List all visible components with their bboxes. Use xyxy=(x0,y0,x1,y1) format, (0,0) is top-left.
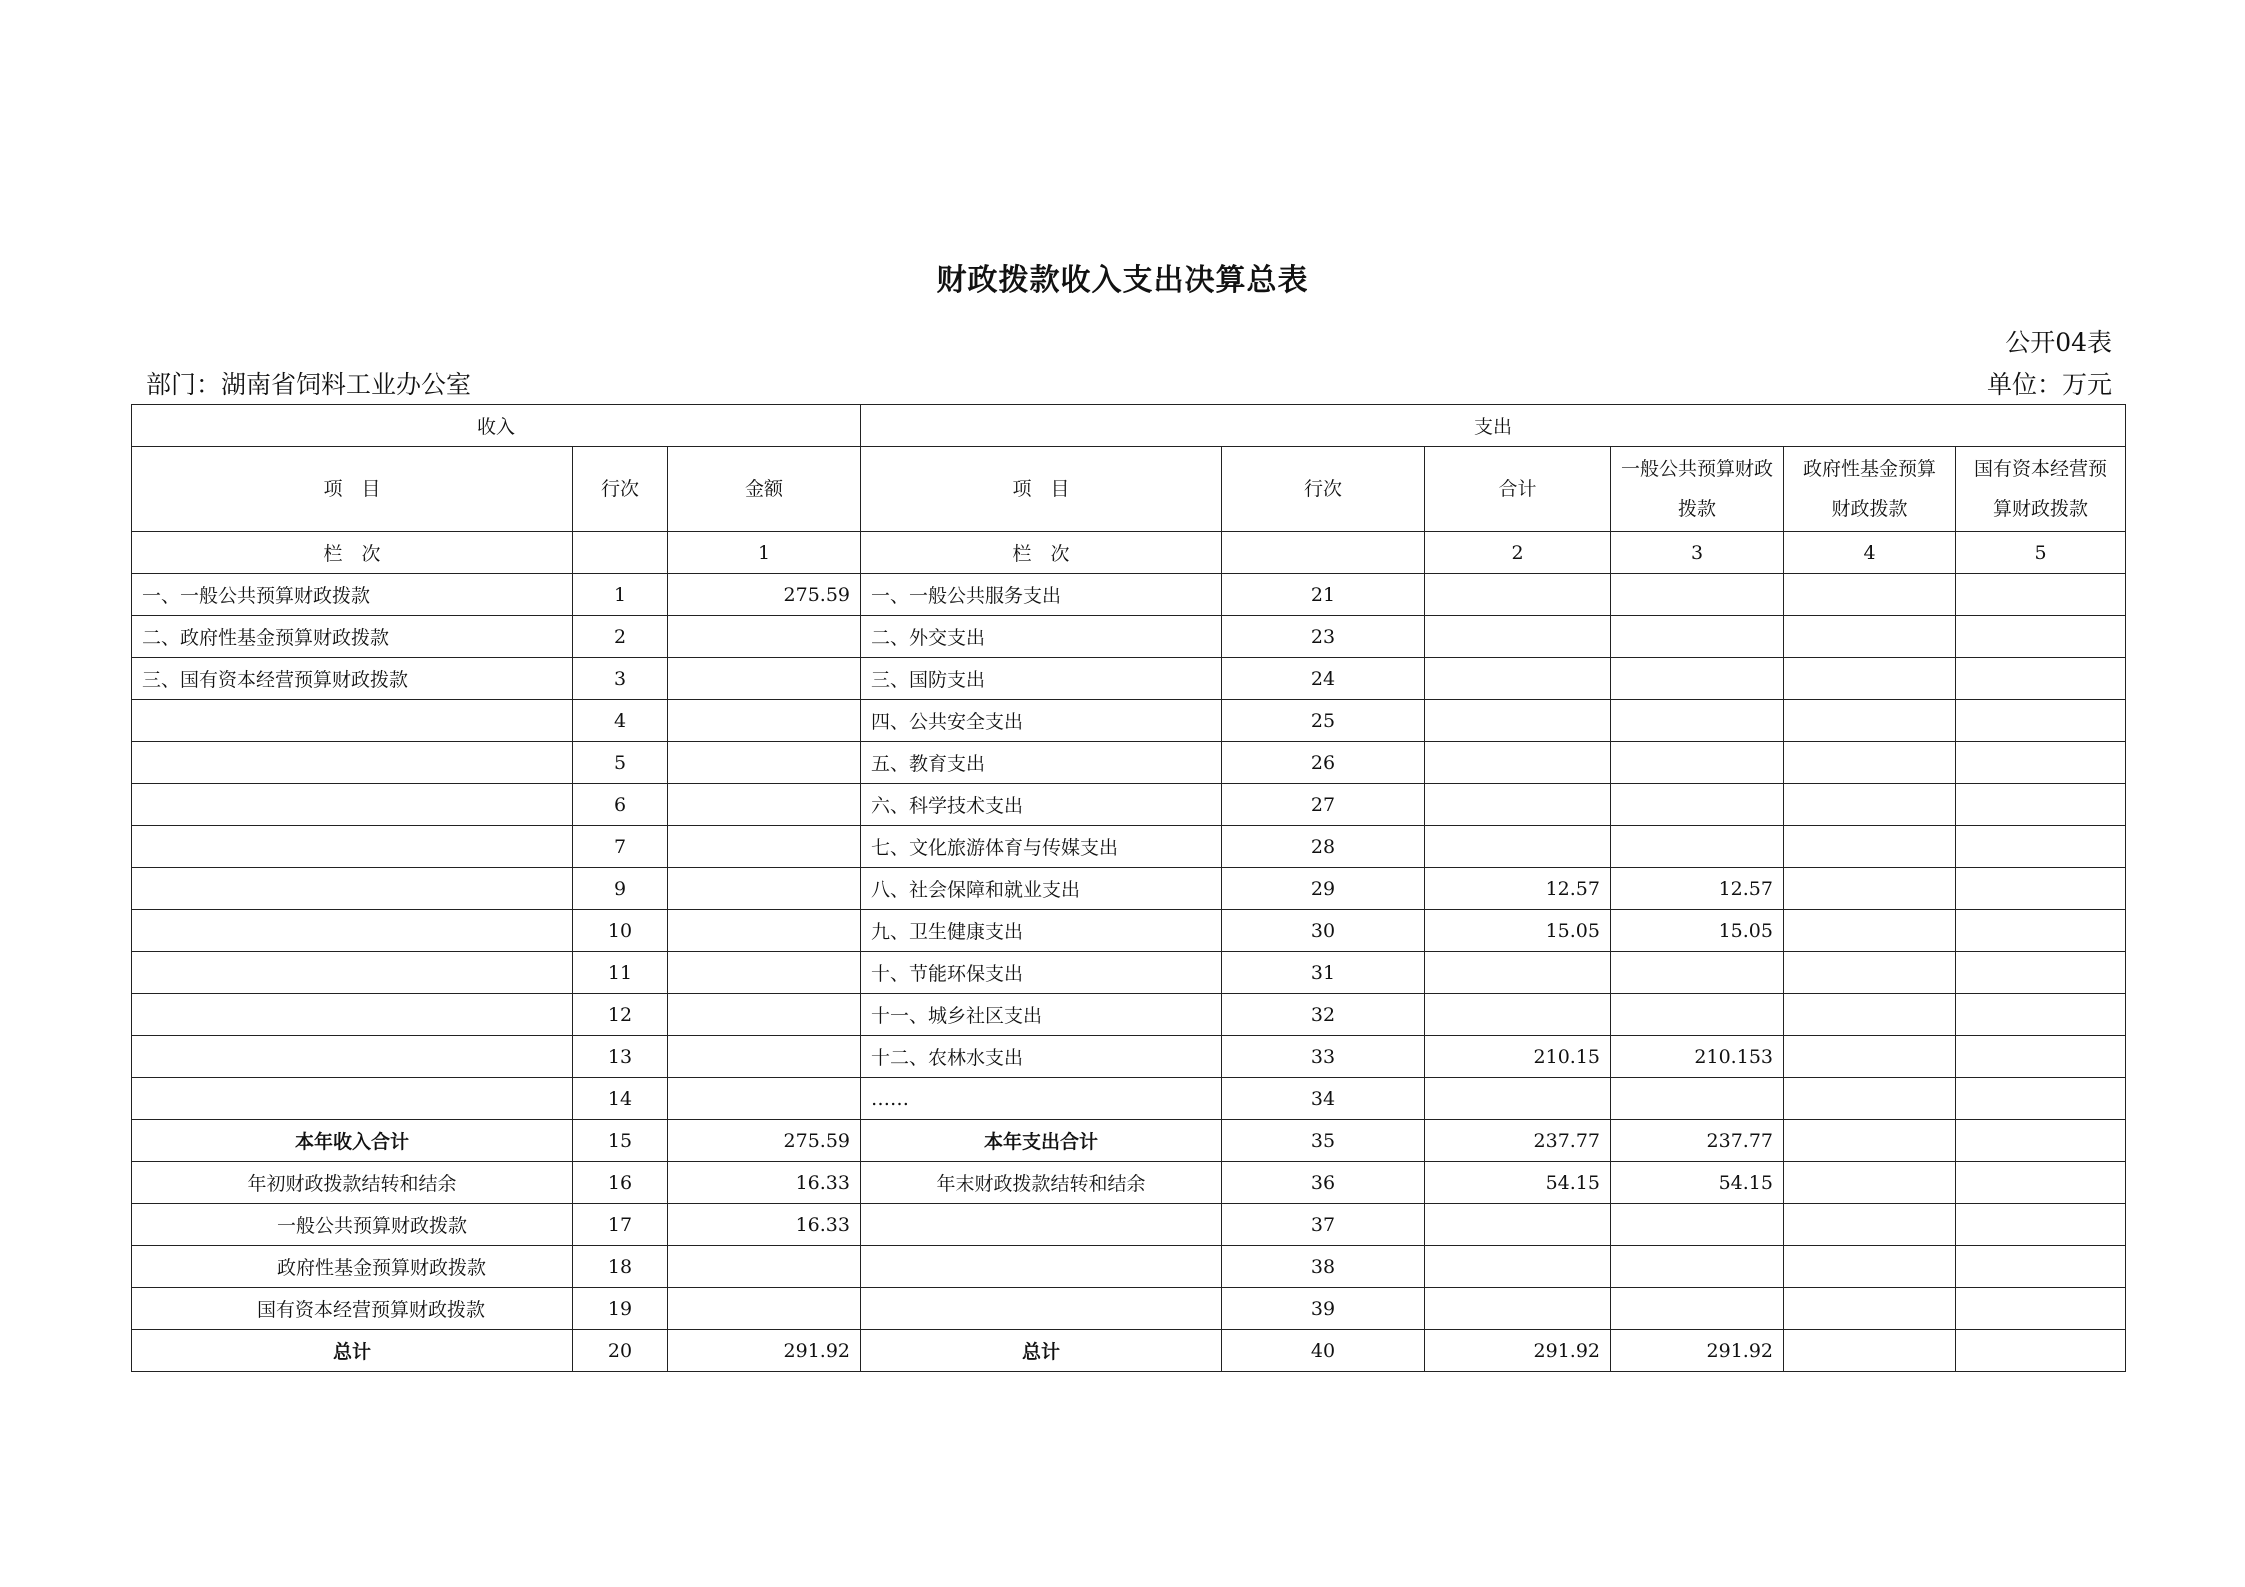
expense-general-budget-cell xyxy=(1611,700,1784,742)
expense-state-capital-cell xyxy=(1956,700,2126,742)
income-amount-cell xyxy=(668,994,861,1036)
expense-general-budget-cell: 54.15 xyxy=(1611,1162,1784,1204)
expense-total-cell: 291.92 xyxy=(1425,1330,1611,1372)
expense-general-budget-cell xyxy=(1611,952,1784,994)
column-number-4: 4 xyxy=(1784,532,1956,574)
expense-gov-fund-cell xyxy=(1784,994,1956,1036)
expense-item-cell: 十二、农林水支出 xyxy=(861,1036,1222,1078)
expense-item-cell: 十、节能环保支出 xyxy=(861,952,1222,994)
expense-line-no-cell: 38 xyxy=(1222,1246,1425,1288)
table-row xyxy=(132,1330,2126,1372)
expense-general-budget-cell xyxy=(1611,994,1784,1036)
expense-general-budget-cell: 210.153 xyxy=(1611,1036,1784,1078)
expense-state-capital-cell xyxy=(1956,574,2126,616)
expense-general-budget-cell: 15.05 xyxy=(1611,910,1784,952)
expense-gov-fund-cell xyxy=(1784,1246,1956,1288)
expense-gov-fund-cell xyxy=(1784,742,1956,784)
income-amount-cell xyxy=(668,952,861,994)
expense-item-cell: 七、文化旅游体育与传媒支出 xyxy=(861,826,1222,868)
income-line-no-cell: 9 xyxy=(573,868,668,910)
expense-line-no-cell: 24 xyxy=(1222,658,1425,700)
expense-gov-fund-cell xyxy=(1784,910,1956,952)
expense-line-no-cell: 23 xyxy=(1222,616,1425,658)
income-amount-cell xyxy=(668,742,861,784)
income-amount-cell xyxy=(668,1246,861,1288)
column-number-3: 3 xyxy=(1611,532,1784,574)
expense-line-no-cell: 33 xyxy=(1222,1036,1425,1078)
expense-item-cell xyxy=(861,1204,1222,1246)
table-row xyxy=(132,994,2126,1036)
header-row-columns xyxy=(132,447,2126,532)
column-number-1: 1 xyxy=(668,532,861,574)
expense-total-cell xyxy=(1425,574,1611,616)
expense-general-budget-cell xyxy=(1611,1078,1784,1120)
expense-total-cell xyxy=(1425,784,1611,826)
expense-item-cell: 三、国防支出 xyxy=(861,658,1222,700)
table-row xyxy=(132,1120,2126,1162)
income-item-cell: 一、一般公共预算财政拨款 xyxy=(132,574,573,616)
header-income-amount: 金额 xyxy=(668,447,861,532)
expense-state-capital-cell xyxy=(1956,1246,2126,1288)
expense-line-no-cell: 40 xyxy=(1222,1330,1425,1372)
expense-total-cell xyxy=(1425,742,1611,784)
expense-gov-fund-cell xyxy=(1784,700,1956,742)
expense-state-capital-cell xyxy=(1956,994,2126,1036)
income-line-no-cell: 14 xyxy=(573,1078,668,1120)
expense-item-cell: 九、卫生健康支出 xyxy=(861,910,1222,952)
expense-total-cell: 54.15 xyxy=(1425,1162,1611,1204)
income-item-cell: 二、政府性基金预算财政拨款 xyxy=(132,616,573,658)
expense-total-cell: 12.57 xyxy=(1425,868,1611,910)
expense-state-capital-cell xyxy=(1956,868,2126,910)
expense-gov-fund-cell xyxy=(1784,868,1956,910)
table-row xyxy=(132,574,2126,616)
expense-gov-fund-cell xyxy=(1784,1204,1956,1246)
expense-line-no-cell: 31 xyxy=(1222,952,1425,994)
expense-item-cell: 八、社会保障和就业支出 xyxy=(861,868,1222,910)
income-line-no-cell: 13 xyxy=(573,1036,668,1078)
expense-gov-fund-cell xyxy=(1784,1288,1956,1330)
income-amount-cell: 275.59 xyxy=(668,1120,861,1162)
income-amount-cell xyxy=(668,1078,861,1120)
expense-general-budget-cell: 12.57 xyxy=(1611,868,1784,910)
header-income: 收入 xyxy=(132,405,861,447)
income-item-cell: 总计 xyxy=(132,1330,573,1372)
income-amount-cell xyxy=(668,1036,861,1078)
income-item-cell xyxy=(132,868,573,910)
expense-total-cell xyxy=(1425,994,1611,1036)
header-expense: 支出 xyxy=(861,405,2126,447)
income-line-no-cell: 10 xyxy=(573,910,668,952)
expense-total-cell xyxy=(1425,1246,1611,1288)
expense-total-cell xyxy=(1425,700,1611,742)
expense-total-cell: 15.05 xyxy=(1425,910,1611,952)
expense-total-cell xyxy=(1425,1078,1611,1120)
income-item-cell: 本年收入合计 xyxy=(132,1120,573,1162)
income-item-cell xyxy=(132,952,573,994)
income-line-no-cell: 5 xyxy=(573,742,668,784)
income-amount-cell xyxy=(668,1288,861,1330)
income-line-no-cell: 1 xyxy=(573,574,668,616)
expense-general-budget-cell xyxy=(1611,1246,1784,1288)
expense-gov-fund-cell xyxy=(1784,1162,1956,1204)
income-item-cell xyxy=(132,1036,573,1078)
table-row xyxy=(132,616,2126,658)
expense-gov-fund-cell xyxy=(1784,574,1956,616)
expense-total-cell xyxy=(1425,1288,1611,1330)
expense-state-capital-cell xyxy=(1956,1330,2126,1372)
table-row xyxy=(132,868,2126,910)
expense-item-cell: 年末财政拨款结转和结余 xyxy=(861,1162,1222,1204)
budget-summary-table xyxy=(131,404,2126,1372)
expense-state-capital-cell xyxy=(1956,1120,2126,1162)
header-expense-item: 项 目 xyxy=(861,447,1222,532)
expense-line-no-cell: 21 xyxy=(1222,574,1425,616)
expense-item-cell: 六、科学技术支出 xyxy=(861,784,1222,826)
expense-gov-fund-cell xyxy=(1784,1036,1956,1078)
income-item-cell: 一般公共预算财政拨款 xyxy=(132,1204,573,1246)
expense-general-budget-cell xyxy=(1611,658,1784,700)
expense-general-budget-cell: 291.92 xyxy=(1611,1330,1784,1372)
income-line-no-cell: 16 xyxy=(573,1162,668,1204)
income-amount-cell xyxy=(668,826,861,868)
expense-general-budget-cell xyxy=(1611,826,1784,868)
expense-general-budget-cell xyxy=(1611,1288,1784,1330)
expense-gov-fund-cell xyxy=(1784,616,1956,658)
table-row xyxy=(132,1078,2126,1120)
column-number-5: 5 xyxy=(1956,532,2126,574)
income-amount-cell xyxy=(668,868,861,910)
expense-gov-fund-cell xyxy=(1784,784,1956,826)
income-amount-cell xyxy=(668,700,861,742)
expense-general-budget-cell xyxy=(1611,1204,1784,1246)
expense-gov-fund-cell xyxy=(1784,1120,1956,1162)
expense-state-capital-cell xyxy=(1956,910,2126,952)
income-amount-cell: 291.92 xyxy=(668,1330,861,1372)
expense-state-capital-cell xyxy=(1956,1078,2126,1120)
expense-state-capital-cell xyxy=(1956,1162,2126,1204)
expense-state-capital-cell xyxy=(1956,616,2126,658)
income-amount-cell xyxy=(668,616,861,658)
income-amount-cell: 16.33 xyxy=(668,1204,861,1246)
expense-item-cell: 本年支出合计 xyxy=(861,1120,1222,1162)
income-item-cell xyxy=(132,826,573,868)
expense-state-capital-cell xyxy=(1956,952,2126,994)
expense-gov-fund-cell xyxy=(1784,952,1956,994)
expense-state-capital-cell xyxy=(1956,1036,2126,1078)
expense-item-cell: 总计 xyxy=(861,1330,1222,1372)
income-amount-cell: 275.59 xyxy=(668,574,861,616)
column-number-row xyxy=(132,532,2126,574)
table-row xyxy=(132,1204,2126,1246)
expense-state-capital-cell xyxy=(1956,742,2126,784)
department-label: 部门：湖南省饲料工业办公室 xyxy=(146,370,472,399)
expense-line-no-cell: 29 xyxy=(1222,868,1425,910)
income-line-no-cell: 6 xyxy=(573,784,668,826)
column-row-blank xyxy=(1222,532,1425,574)
expense-general-budget-cell xyxy=(1611,742,1784,784)
expense-item-cell xyxy=(861,1288,1222,1330)
expense-general-budget-cell xyxy=(1611,616,1784,658)
expense-total-cell: 237.77 xyxy=(1425,1120,1611,1162)
expense-gov-fund-cell xyxy=(1784,1078,1956,1120)
table-row xyxy=(132,700,2126,742)
table-row xyxy=(132,910,2126,952)
expense-state-capital-cell xyxy=(1956,1204,2126,1246)
income-line-no-cell: 11 xyxy=(573,952,668,994)
expense-item-cell: …… xyxy=(861,1078,1222,1120)
income-item-cell xyxy=(132,742,573,784)
expense-general-budget-cell xyxy=(1611,784,1784,826)
table-row xyxy=(132,1162,2126,1204)
header-row-groups xyxy=(132,405,2126,447)
expense-line-no-cell: 36 xyxy=(1222,1162,1425,1204)
table-row xyxy=(132,784,2126,826)
expense-line-no-cell: 26 xyxy=(1222,742,1425,784)
income-item-cell: 年初财政拨款结转和结余 xyxy=(132,1162,573,1204)
column-number-2: 2 xyxy=(1425,532,1611,574)
expense-line-no-cell: 39 xyxy=(1222,1288,1425,1330)
expense-item-cell: 一、一般公共服务支出 xyxy=(861,574,1222,616)
column-row-label-expense: 栏 次 xyxy=(861,532,1222,574)
table-row xyxy=(132,1246,2126,1288)
expense-item-cell xyxy=(861,1246,1222,1288)
income-line-no-cell: 17 xyxy=(573,1204,668,1246)
expense-total-cell: 210.15 xyxy=(1425,1036,1611,1078)
expense-general-budget-cell xyxy=(1611,574,1784,616)
header-income-line-no: 行次 xyxy=(573,447,668,532)
income-amount-cell xyxy=(668,658,861,700)
expense-state-capital-cell xyxy=(1956,826,2126,868)
header-expense-line-no: 行次 xyxy=(1222,447,1425,532)
income-line-no-cell: 15 xyxy=(573,1120,668,1162)
expense-line-no-cell: 34 xyxy=(1222,1078,1425,1120)
table-row xyxy=(132,826,2126,868)
income-amount-cell xyxy=(668,784,861,826)
header-general-budget: 一般公共预算财政拨款 xyxy=(1611,447,1784,532)
column-row-blank xyxy=(573,532,668,574)
income-item-cell xyxy=(132,784,573,826)
expense-general-budget-cell: 237.77 xyxy=(1611,1120,1784,1162)
income-line-no-cell: 20 xyxy=(573,1330,668,1372)
expense-line-no-cell: 32 xyxy=(1222,994,1425,1036)
income-item-cell: 三、国有资本经营预算财政拨款 xyxy=(132,658,573,700)
income-line-no-cell: 2 xyxy=(573,616,668,658)
expense-total-cell xyxy=(1425,616,1611,658)
income-line-no-cell: 12 xyxy=(573,994,668,1036)
expense-gov-fund-cell xyxy=(1784,1330,1956,1372)
expense-line-no-cell: 27 xyxy=(1222,784,1425,826)
expense-gov-fund-cell xyxy=(1784,826,1956,868)
unit-label: 单位：万元 xyxy=(1986,370,2112,399)
expense-line-no-cell: 37 xyxy=(1222,1204,1425,1246)
income-item-cell xyxy=(132,700,573,742)
expense-total-cell xyxy=(1425,826,1611,868)
expense-state-capital-cell xyxy=(1956,784,2126,826)
income-item-cell xyxy=(132,910,573,952)
header-gov-fund: 政府性基金预算财政拨款 xyxy=(1784,447,1956,532)
header-state-capital: 国有资本经营预算财政拨款 xyxy=(1956,447,2126,532)
expense-item-cell: 二、外交支出 xyxy=(861,616,1222,658)
expense-line-no-cell: 35 xyxy=(1222,1120,1425,1162)
expense-state-capital-cell xyxy=(1956,658,2126,700)
expense-line-no-cell: 25 xyxy=(1222,700,1425,742)
expense-line-no-cell: 30 xyxy=(1222,910,1425,952)
expense-state-capital-cell xyxy=(1956,1288,2126,1330)
income-line-no-cell: 3 xyxy=(573,658,668,700)
income-item-cell xyxy=(132,1078,573,1120)
table-number: 公开04表 xyxy=(2005,328,2112,357)
table-row xyxy=(132,1288,2126,1330)
income-line-no-cell: 18 xyxy=(573,1246,668,1288)
header-income-item: 项 目 xyxy=(132,447,573,532)
expense-total-cell xyxy=(1425,658,1611,700)
expense-item-cell: 四、公共安全支出 xyxy=(861,700,1222,742)
page-title: 财政拨款收入支出决算总表 xyxy=(936,263,1309,298)
income-line-no-cell: 19 xyxy=(573,1288,668,1330)
income-item-cell: 政府性基金预算财政拨款 xyxy=(132,1246,573,1288)
expense-item-cell: 五、教育支出 xyxy=(861,742,1222,784)
column-row-label-income: 栏 次 xyxy=(132,532,573,574)
header-total: 合计 xyxy=(1425,447,1611,532)
income-amount-cell: 16.33 xyxy=(668,1162,861,1204)
expense-item-cell: 十一、城乡社区支出 xyxy=(861,994,1222,1036)
expense-total-cell xyxy=(1425,1204,1611,1246)
table-row xyxy=(132,658,2126,700)
expense-line-no-cell: 28 xyxy=(1222,826,1425,868)
income-amount-cell xyxy=(668,910,861,952)
expense-total-cell xyxy=(1425,952,1611,994)
table-row xyxy=(132,742,2126,784)
income-item-cell xyxy=(132,994,573,1036)
income-item-cell: 国有资本经营预算财政拨款 xyxy=(132,1288,573,1330)
table-row xyxy=(132,952,2126,994)
table-row xyxy=(132,1036,2126,1078)
expense-gov-fund-cell xyxy=(1784,658,1956,700)
income-line-no-cell: 4 xyxy=(573,700,668,742)
income-line-no-cell: 7 xyxy=(573,826,668,868)
